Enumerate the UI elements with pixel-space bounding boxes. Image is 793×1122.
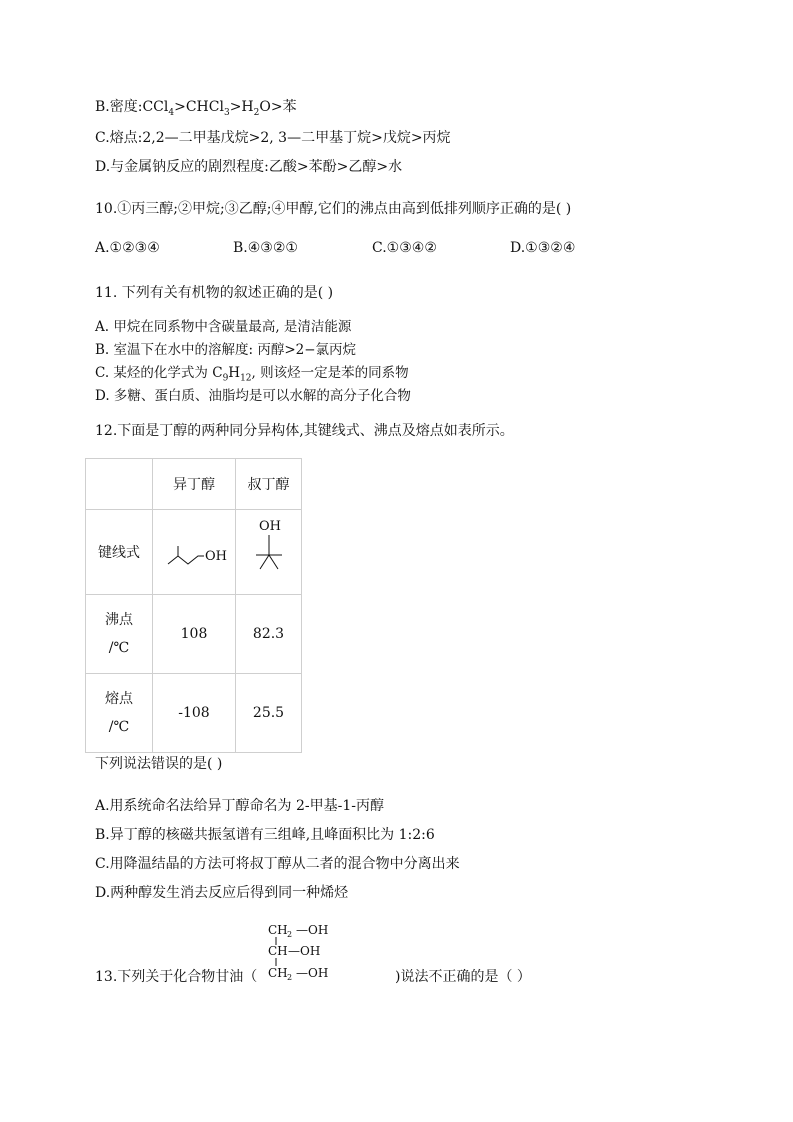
q11-option-b: B. 室温下在水中的溶解度: 丙醇>2−氯丙烷 bbox=[95, 342, 357, 358]
q9-b-ccl: CCl bbox=[142, 99, 169, 115]
q9-b-rest: O>苯 bbox=[259, 99, 297, 115]
q11-option-d: D. 多糖、蛋白质、油脂均是可以水解的高分子化合物 bbox=[95, 388, 411, 404]
table-row-header bbox=[86, 459, 302, 510]
table-row-bond-line bbox=[86, 510, 302, 595]
glycerol-structure-diagram bbox=[262, 920, 392, 982]
glycerol-row3-right: —OH bbox=[296, 966, 329, 980]
q11-option-c bbox=[95, 361, 409, 384]
table-header-isobutanol: 异丁醇 bbox=[153, 459, 236, 510]
q11-c-pre: C. 某烃的化学式为 C bbox=[95, 365, 223, 381]
q9-b-h: >H bbox=[229, 99, 254, 115]
mp-label-line2: /℃ bbox=[108, 719, 130, 735]
glycerol-row3-left: CH bbox=[268, 966, 288, 980]
q9-option-b bbox=[95, 96, 297, 118]
mp-isobutanol: -108 bbox=[153, 674, 236, 753]
q12-question: 下列说法错误的是( ) bbox=[95, 756, 223, 772]
q12-option-a: A.用系统命名法给异丁醇命名为 2-甲基-1-丙醇 bbox=[95, 798, 385, 814]
q11-c-c-sub: 9 bbox=[222, 373, 229, 384]
q13-stem-post: )说法不正确的是（ ） bbox=[395, 969, 531, 985]
q9-option-d: D.与金属钠反应的剧烈程度:乙酸>苯酚>乙醇>水 bbox=[95, 159, 403, 175]
q9-b-h-sub: 2 bbox=[253, 107, 260, 118]
q11-option-a: A. 甲烷在同系物中含碳量最高, 是清洁能源 bbox=[95, 319, 352, 335]
q9-option-c: C.熔点:2,2—二甲基戊烷>2, 3—二甲基丁烷>戊烷>丙烷 bbox=[95, 130, 451, 146]
glycerol-row2-right: —OH bbox=[288, 944, 321, 958]
table-label-melting-point bbox=[86, 674, 153, 753]
q9-b-chcl: >CHCl bbox=[174, 99, 224, 115]
tertbutanol-oh-label: OH bbox=[258, 519, 281, 534]
glycerol-row2-left: CH bbox=[268, 944, 288, 958]
mp-tertbutanol: 25.5 bbox=[236, 674, 302, 753]
q13-stem-pre: 13.下列关于化合物甘油（ bbox=[95, 969, 258, 985]
q9-b-prefix: B.密度: bbox=[95, 99, 143, 115]
q11-c-h-sub: 12 bbox=[240, 373, 252, 384]
glycerol-row1-sub: 2 bbox=[287, 930, 293, 939]
q12-option-d: D.两种醇发生消去反应后得到同一种烯烃 bbox=[95, 885, 349, 901]
isobutanol-oh-label: OH bbox=[205, 549, 227, 564]
q10-option-c: C.①③④② bbox=[372, 240, 437, 256]
q12-option-c: C.用降温结晶的方法可将叔丁醇从二者的混合物中分离出来 bbox=[95, 856, 460, 872]
mp-label-line1: 熔点 bbox=[105, 691, 133, 707]
tertbutanol-structure-cell bbox=[236, 510, 302, 595]
q12-stem: 12.下面是丁醇的两种同分异构体,其键线式、沸点及熔点如表所示。 bbox=[95, 423, 514, 439]
bp-label-line1: 沸点 bbox=[105, 612, 133, 628]
glycerol-row1-right: —OH bbox=[296, 923, 329, 937]
glycerol-row3-sub: 2 bbox=[287, 973, 293, 982]
q11-stem: 11. 下列有关有机物的叙述正确的是( ) bbox=[95, 285, 334, 301]
isobutanol-structure-cell bbox=[153, 510, 236, 595]
q12-table bbox=[85, 458, 302, 753]
q10-option-a: A.①②③④ bbox=[95, 240, 160, 256]
isobutanol-skeletal-diagram bbox=[154, 520, 234, 580]
tertbutanol-skeletal-diagram bbox=[238, 515, 300, 585]
table-label-boiling-point bbox=[86, 595, 153, 674]
q11-c-post: , 则该烃一定是苯的同系物 bbox=[251, 365, 409, 381]
table-header-tertbutanol: 叔丁醇 bbox=[236, 459, 302, 510]
q10-option-d: D.①③②④ bbox=[510, 240, 576, 256]
table-label-bond-line: 键线式 bbox=[86, 510, 153, 595]
q10-stem: 10.①丙三醇;②甲烷;③乙醇;④甲醇,它们的沸点由高到低排列顺序正确的是( ) bbox=[95, 201, 572, 217]
q10-option-b: B.④③②① bbox=[233, 240, 298, 256]
bp-isobutanol: 108 bbox=[153, 595, 236, 674]
q12-option-b: B.异丁醇的核磁共振氢谱有三组峰,且峰面积比为 1:2:6 bbox=[95, 827, 435, 843]
bp-tertbutanol: 82.3 bbox=[236, 595, 302, 674]
q9-b-chcl-sub: 3 bbox=[223, 107, 230, 118]
table-corner-cell bbox=[86, 459, 153, 510]
table-row-boiling-point bbox=[86, 595, 302, 674]
q11-c-h: H bbox=[228, 365, 241, 381]
q9-b-ccl-sub: 4 bbox=[168, 107, 175, 118]
glycerol-row1-left: CH bbox=[268, 923, 288, 937]
bp-label-line2: /℃ bbox=[108, 640, 130, 656]
table-row-melting-point bbox=[86, 674, 302, 753]
